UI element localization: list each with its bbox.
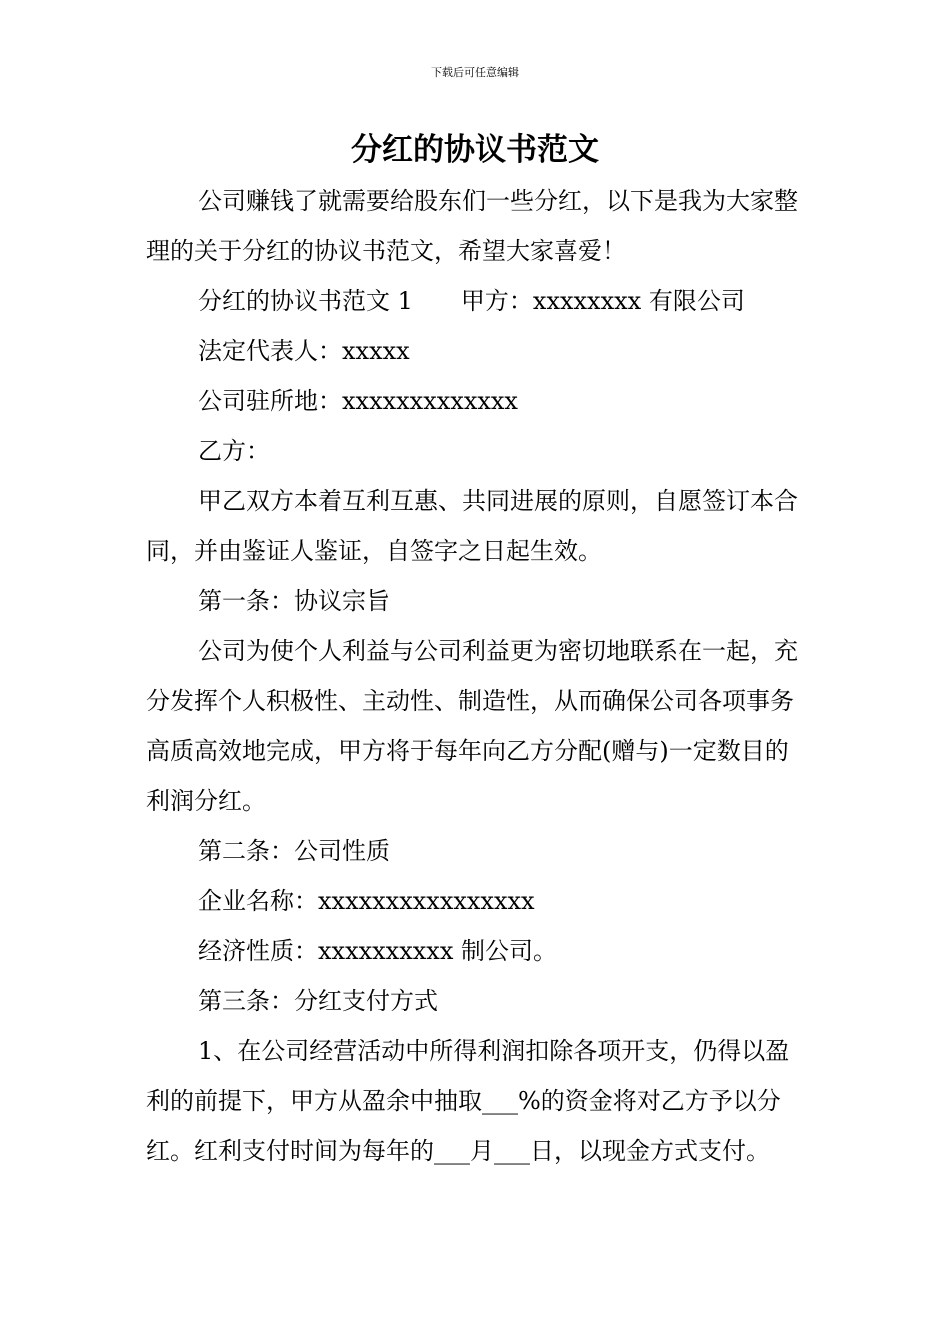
preamble-paragraph: 甲乙双方本着互利互惠、共同进展的原则，自愿签订本合同，并由鉴证人鉴证，自签字之日起生效。 bbox=[146, 487, 798, 565]
article-1-text: 公司为使个人利益与公司利益更为密切地联系在一起，充分发挥个人积极性、主动性、制造性，从而确保公司各项事务高质高效地完成，甲方将于每年向乙方分配(赠与)一定数目的利润分红。 bbox=[146, 637, 798, 815]
article-3-item-1: 1、在公司经营活动中所得利润扣除各项开支，仍得以盈利的前提下，甲方从盈余中抽取___%的资金将对乙方予以分红。红利支付时间为每年的___月___日，以现金方式支付。 bbox=[146, 1037, 790, 1165]
company-address: 公司驻所地：xxxxxxxxxxxxx bbox=[198, 387, 518, 415]
party-a: 甲方：xxxxxxxx 有限公司 bbox=[460, 287, 745, 315]
company-nature: 经济性质：xxxxxxxxxx 制公司。 bbox=[198, 937, 557, 965]
sample-heading-line bbox=[146, 276, 806, 326]
sample-heading: 分红的协议书范文 1 bbox=[198, 287, 413, 315]
document-body bbox=[146, 176, 806, 1176]
company-name: 企业名称：xxxxxxxxxxxxxxxx bbox=[198, 887, 535, 915]
legal-representative: 法定代表人：xxxxx bbox=[198, 337, 410, 365]
article-2-title: 第二条：公司性质 bbox=[198, 837, 390, 865]
article-1-title: 第一条：协议宗旨 bbox=[198, 587, 390, 615]
header-note: 下载后可任意编辑 bbox=[431, 66, 519, 79]
article-3-title: 第三条：分红支付方式 bbox=[198, 987, 438, 1015]
document-title: 分红的协议书范文 bbox=[351, 132, 599, 168]
party-b: 乙方： bbox=[198, 437, 270, 465]
intro-paragraph: 公司赚钱了就需要给股东们一些分红，以下是我为大家整理的关于分红的协议书范文，希望大家喜爱！ bbox=[146, 187, 798, 265]
